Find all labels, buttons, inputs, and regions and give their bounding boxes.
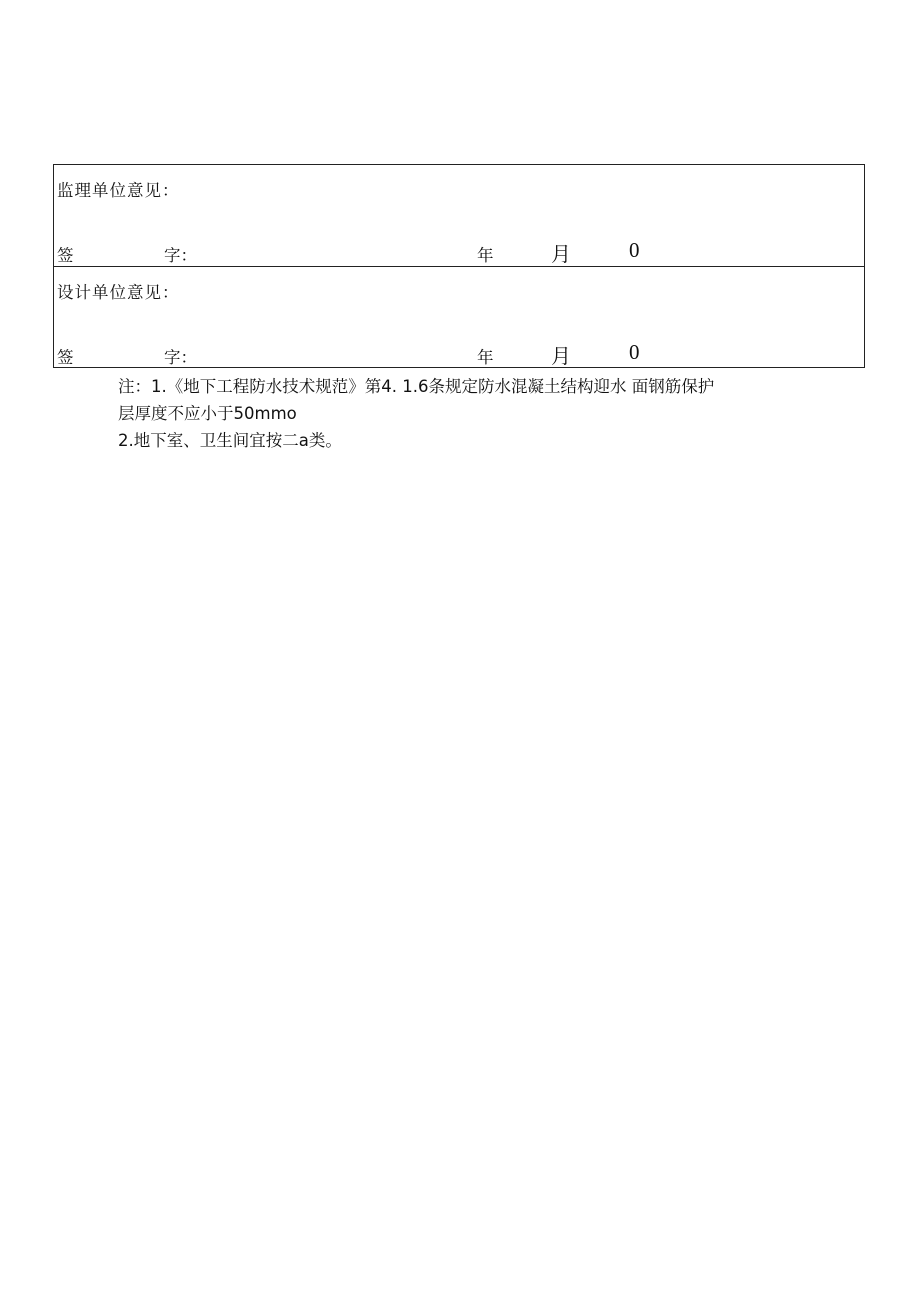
design-opinion-title: 设计单位意见：	[57, 283, 180, 302]
note-line-1: 注：1.《地下工程防水技术规范》第4. 1.6条规定防水混凝土结构迎水 面钢筋保护	[118, 377, 715, 396]
supervision-opinion-title: 监理单位意见：	[57, 181, 180, 200]
date-year-label: 年	[477, 348, 494, 367]
notes-block	[118, 373, 868, 454]
signature-label-qian: 签	[57, 348, 74, 367]
note-line-3: 2.地下室、卫生间宜按二a类。	[118, 431, 342, 450]
signature-label-zi: 字：	[164, 348, 197, 367]
supervision-opinion-section	[54, 165, 864, 266]
date-month-label: 月	[551, 344, 571, 368]
date-year-label: 年	[477, 246, 494, 265]
signature-label-zi: 字：	[164, 246, 197, 265]
date-day-label: 0	[629, 238, 640, 262]
signature-label-qian: 签	[57, 246, 74, 265]
design-opinion-section	[54, 266, 864, 367]
date-month-label: 月	[551, 242, 571, 266]
date-day-label: 0	[629, 340, 640, 364]
note-line-2: 层厚度不应小于50mmo	[118, 404, 297, 423]
opinion-form-table	[53, 164, 865, 368]
